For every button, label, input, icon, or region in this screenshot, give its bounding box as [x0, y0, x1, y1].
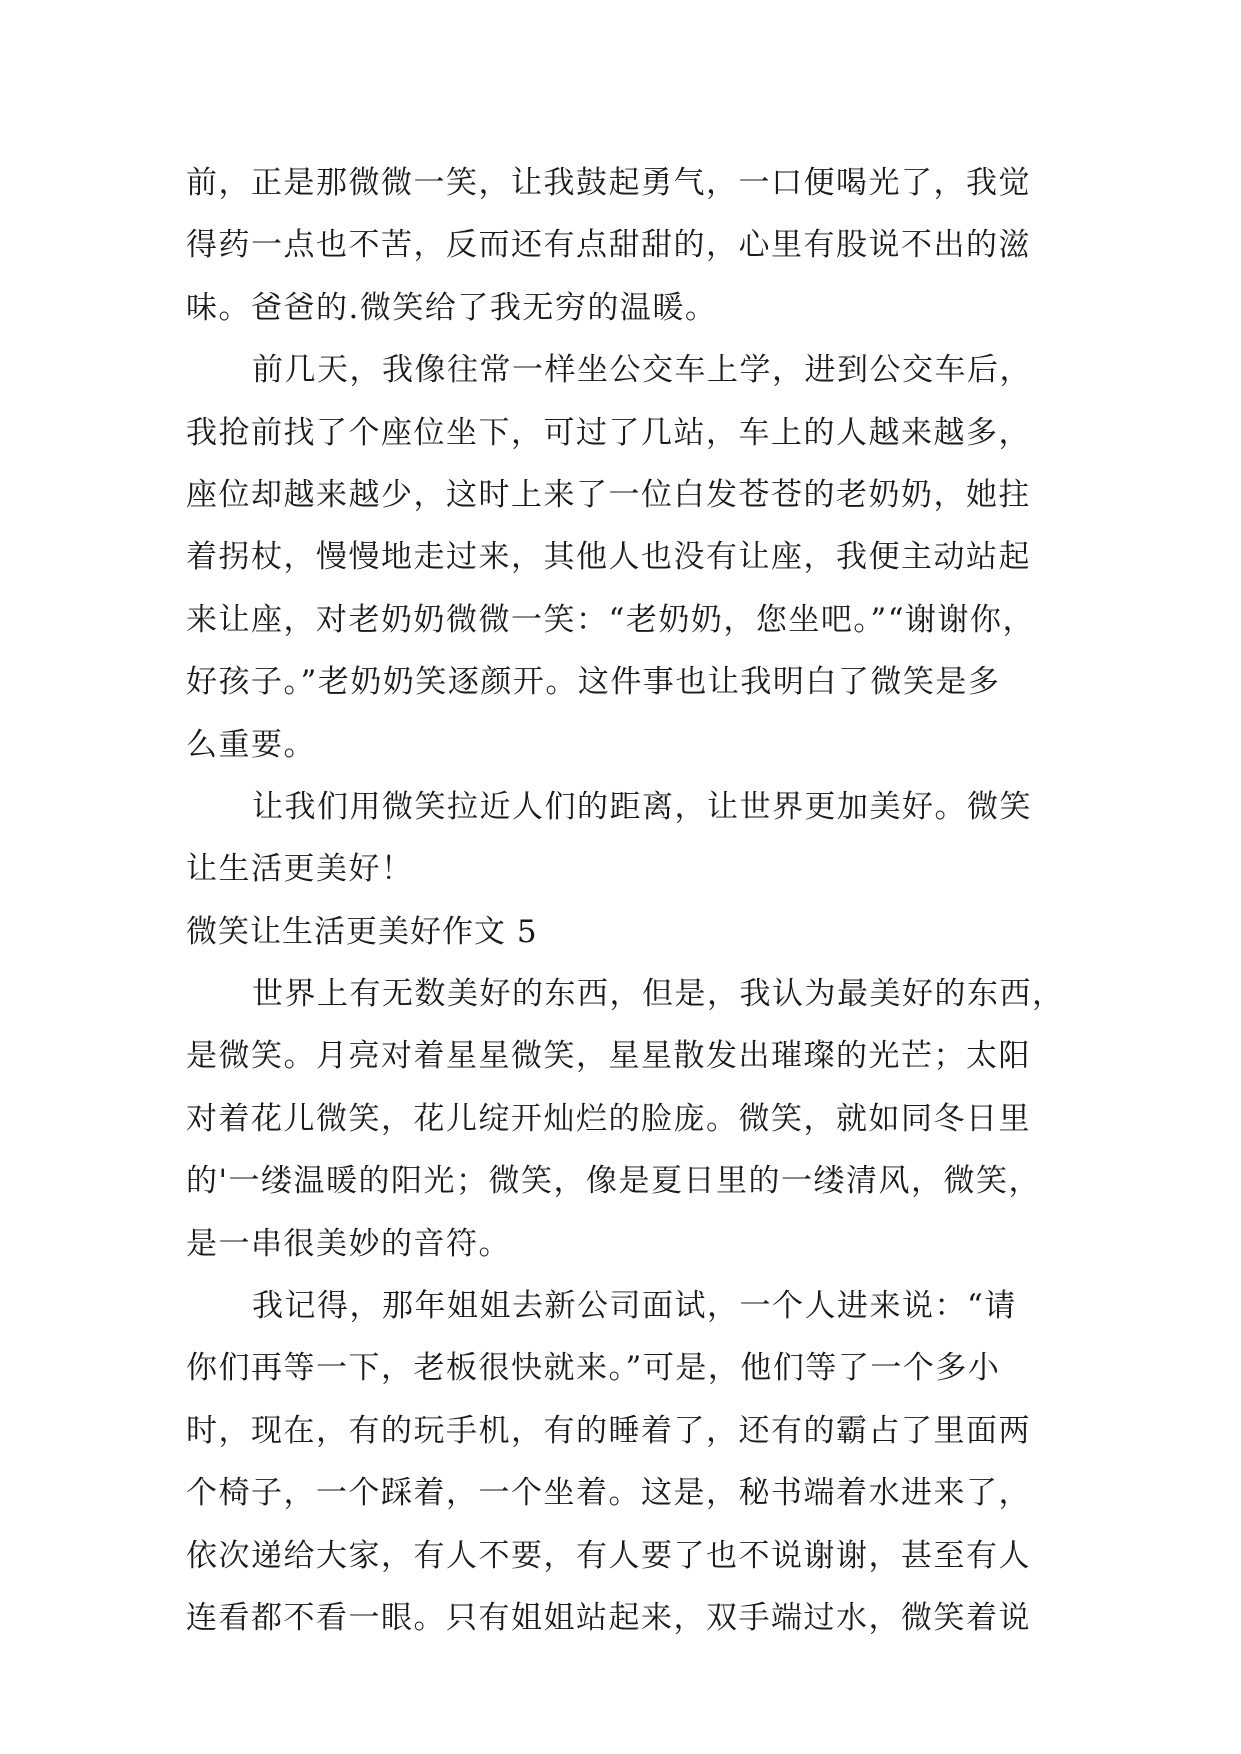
- paragraph: [186, 1275, 1056, 1649]
- section-heading: 微笑让生活更美好作文 5: [186, 913, 538, 950]
- text-line: 座位却越来越少，这时上来了一位白发苍苍的老奶奶，她拄: [186, 476, 1031, 513]
- text-line: 世界上有无数美好的东西，但是，我认为最美好的东西，: [252, 976, 1065, 1013]
- text-line: 味。爸爸的.微笑给了我无穷的温暖。: [186, 289, 718, 326]
- text-line: 个椅子，一个踩着，一个坐着。这是，秘书端着水进来了，: [186, 1475, 1031, 1512]
- text-line: 你们再等一下，老板很快就来。”可是，他们等了一个多小: [186, 1350, 1001, 1387]
- text-line: 让我们用微笑拉近人们的距离，让世界更加美好。微笑: [252, 788, 1032, 825]
- text-line: 是微笑。月亮对着星星微笑，星星散发出璀璨的光芒；太阳: [186, 1038, 1031, 1075]
- text-line: 时，现在，有的玩手机，有的睡着了，还有的霸占了里面两: [186, 1412, 1031, 1449]
- text-line: 让生活更美好！: [186, 851, 414, 888]
- text-line: 依次递给大家，有人不要，有人要了也不说谢谢，甚至有人: [186, 1537, 1031, 1574]
- text-line: 连看都不看一眼。只有姐姐站起来，双手端过水，微笑着说: [186, 1599, 1031, 1636]
- paragraph: [186, 776, 1056, 901]
- text-line: 来让座，对老奶奶微微一笑：“老奶奶，您坐吧。”“谢谢你，: [186, 601, 1036, 638]
- text-line: 我记得，那年姐姐去新公司面试，一个人进来说：“请: [252, 1288, 1017, 1325]
- text-line: 的'一缕温暖的阳光；微笑，像是夏日里的一缕清风，微笑，: [186, 1163, 1042, 1200]
- text-line: 对着花儿微笑，花儿绽开灿烂的脸庞。微笑，就如同冬日里: [186, 1100, 1031, 1137]
- paragraph: [186, 339, 1056, 776]
- text-line: 前，正是那微微一笑，让我鼓起勇气，一口便喝光了，我觉: [186, 165, 1031, 201]
- paragraph: [186, 963, 1065, 1275]
- text-line: 好孩子。”老奶奶笑逐颜开。这件事也让我明白了微笑是多: [186, 664, 1001, 701]
- text-line: 么重要。: [186, 726, 316, 763]
- paragraph: [186, 152, 1056, 339]
- document-body: [186, 152, 1065, 1649]
- text-line: 我抢前找了个座位坐下，可过了几站，车上的人越来越多，: [186, 414, 1031, 451]
- text-line: 着拐杖，慢慢地走过来，其他人也没有让座，我便主动站起: [186, 539, 1031, 576]
- text-line: 得药一点也不苦，反而还有点甜甜的，心里有股说不出的滋: [186, 227, 1031, 264]
- text-line: 是一串很美妙的音符。: [186, 1225, 511, 1262]
- text-line: 前几天，我像往常一样坐公交车上学，进到公交车后，: [252, 352, 1032, 389]
